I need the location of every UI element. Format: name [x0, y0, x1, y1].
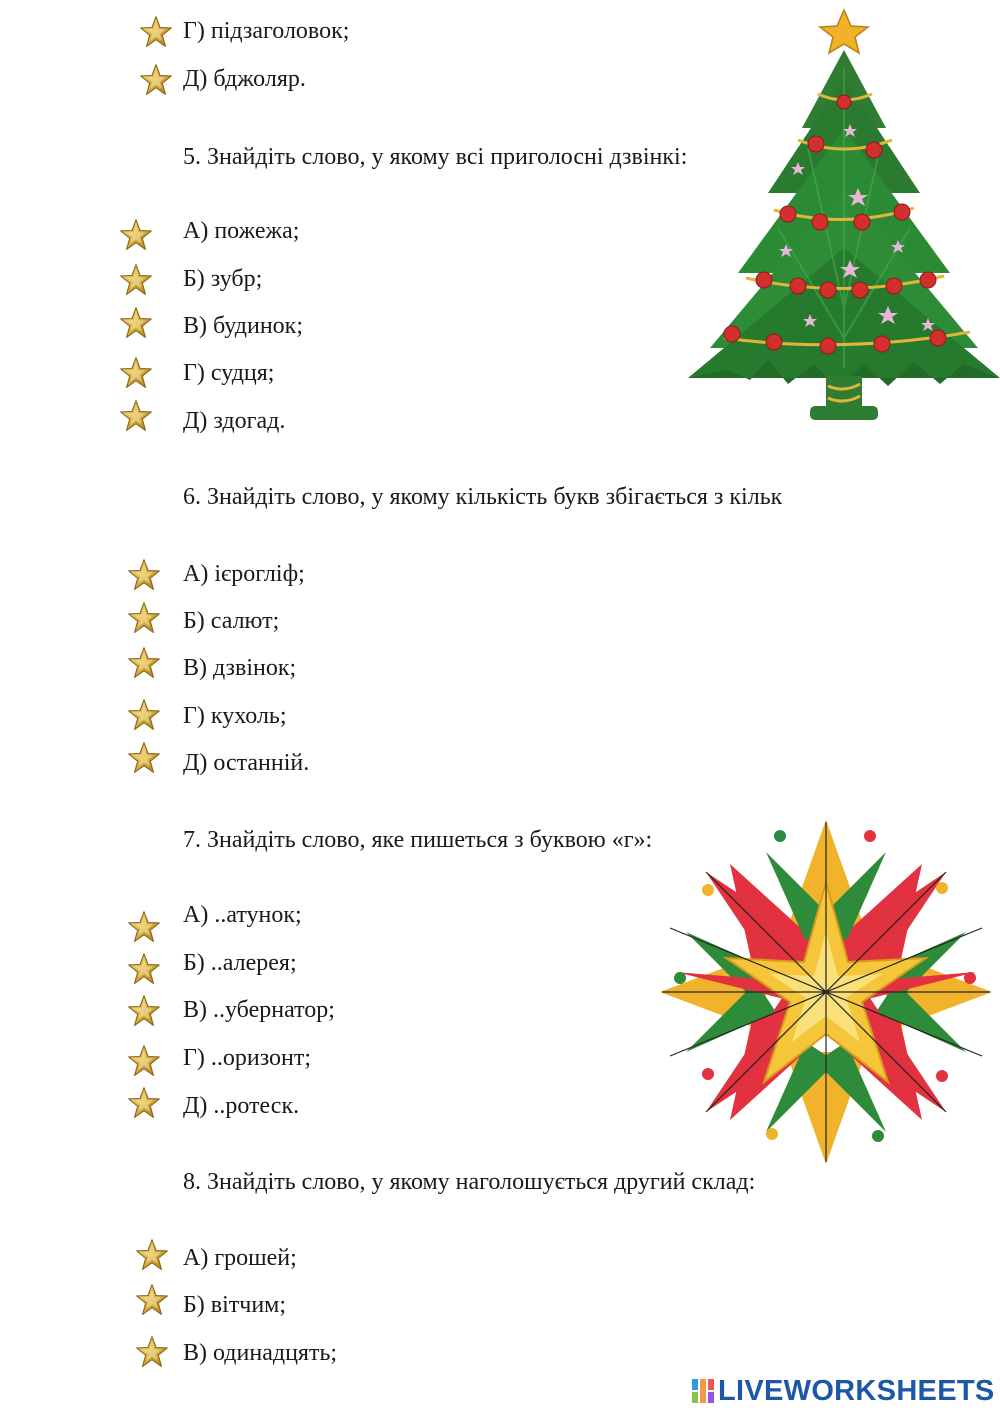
- q6-option-a-star-icon[interactable]: [126, 557, 162, 593]
- q5-option-g-star-icon[interactable]: [118, 355, 154, 391]
- q7-option-a-star-icon[interactable]: [126, 909, 162, 945]
- q8-option-a-star-icon[interactable]: [134, 1237, 170, 1273]
- q7-option-d-star-icon[interactable]: [126, 1085, 162, 1121]
- q7-option-g-star-icon[interactable]: [126, 1043, 162, 1079]
- q6-option-g: Г) кухоль;: [183, 703, 287, 729]
- q5-option-d: Д) здогад.: [183, 408, 286, 434]
- q6-option-b-star-icon[interactable]: [126, 600, 162, 636]
- q6-option-g-star-icon[interactable]: [126, 697, 162, 733]
- option-star-icon[interactable]: [138, 14, 174, 50]
- q8-option-a: А) грошей;: [183, 1245, 297, 1271]
- q5-option-b: Б) зубр;: [183, 266, 263, 292]
- liveworksheets-icon: [692, 1379, 714, 1403]
- q7-option-a: А) ..атунок;: [183, 902, 302, 928]
- option-g-label: Г) підзаголовок;: [183, 18, 350, 44]
- q5-option-g: Г) судця;: [183, 360, 275, 386]
- q5-option-d-star-icon[interactable]: [118, 398, 154, 434]
- q6-option-v: В) дзвінок;: [183, 655, 297, 681]
- tree-top-star-icon: [820, 10, 868, 53]
- christmas-tree-illustration: [688, 8, 1000, 426]
- liveworksheets-wordmark: LIVEWORKSHEETS: [718, 1374, 995, 1407]
- q7-option-v-star-icon[interactable]: [126, 993, 162, 1029]
- q8-option-b-star-icon[interactable]: [134, 1282, 170, 1318]
- q6-option-d-star-icon[interactable]: [126, 740, 162, 776]
- q5-option-a: А) пожежа;: [183, 218, 300, 244]
- q7-option-g: Г) ..оризонт;: [183, 1045, 312, 1071]
- q5-option-b-star-icon[interactable]: [118, 262, 154, 298]
- q6-option-d: Д) останній.: [183, 750, 310, 776]
- q6-option-v-star-icon[interactable]: [126, 645, 162, 681]
- q5-option-a-star-icon[interactable]: [118, 217, 154, 253]
- question-5-title: 5. Знайдіть слово, у якому всі приголосні дзвінкі:: [183, 144, 688, 170]
- q7-option-d: Д) ..ротеск.: [183, 1093, 300, 1119]
- option-d-label: Д) бджоляр.: [183, 66, 306, 92]
- question-8-title: 8. Знайдіть слово, у якому наголошується другий склад:: [183, 1169, 756, 1195]
- liveworksheets-logo[interactable]: [692, 1374, 995, 1408]
- q5-option-v-star-icon[interactable]: [118, 305, 154, 341]
- q7-option-b-star-icon[interactable]: [126, 951, 162, 987]
- question-6-title: 6. Знайдіть слово, у якому кількість букв збігається з кільк: [183, 484, 783, 510]
- q6-option-a: А) ієрогліф;: [183, 561, 305, 587]
- star-lines: [662, 822, 990, 1162]
- q8-option-v: В) одинадцять;: [183, 1340, 338, 1366]
- q7-option-b: Б) ..алерея;: [183, 950, 297, 976]
- option-star-icon[interactable]: [138, 62, 174, 98]
- q7-option-v: В) ..убернатор;: [183, 997, 335, 1023]
- q8-option-b: Б) вітчим;: [183, 1292, 287, 1318]
- q5-option-v: В) будинок;: [183, 313, 304, 339]
- poinsettia-star-illustration: [660, 818, 992, 1163]
- q6-option-b: Б) салют;: [183, 608, 280, 634]
- q8-option-v-star-icon[interactable]: [134, 1334, 170, 1370]
- tree-trunk: [826, 376, 862, 410]
- question-7-title: 7. Знайдіть слово, яке пишеться з буквою «г»:: [183, 827, 653, 853]
